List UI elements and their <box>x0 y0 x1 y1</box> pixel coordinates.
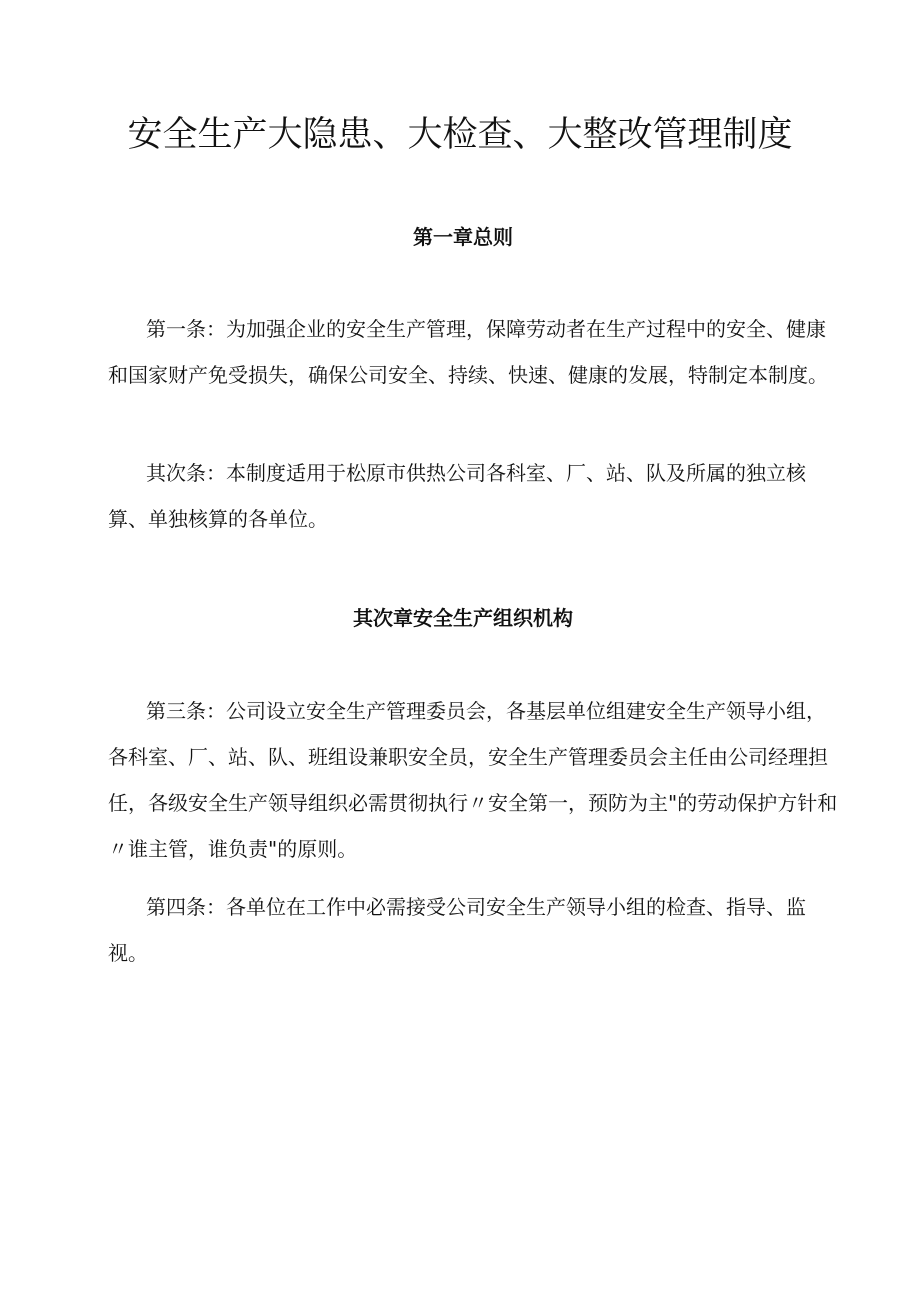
chapter-2-heading: 其次章安全生产组织机构 <box>353 606 573 630</box>
article-4: 第四条：各单位在工作中必需接受公司安全生产领导小组的检查、指导、监视。 <box>108 895 806 965</box>
article-1: 第一条：为加强企业的安全生产管理，保障劳动者在生产过程中的安全、健康和国家财产免受损失，确保公司安全、持续、快速、健康的发展，特制定本制度。 <box>108 317 828 387</box>
article-3: 第三条：公司设立安全生产管理委员会，各基层单位组建安全生产领导小组，各科室、厂、站、队、班组设兼职安全员，安全生产管理委员会主任由公司经理担任，各级安全生产领导组织必需贯彻执行〃安全第一，预防为主"的劳动保护方针和〃谁主管，谁负责"的原则。 <box>108 699 838 861</box>
article-2: 其次条：本制度适用于松原市供热公司各科室、厂、站、队及所属的独立核算、单独核算的各单位。 <box>108 461 806 531</box>
document-title: 安全生产大隐患、大检查、大整改管理制度 <box>127 115 793 155</box>
chapter-1-heading: 第一章总则 <box>413 225 513 249</box>
